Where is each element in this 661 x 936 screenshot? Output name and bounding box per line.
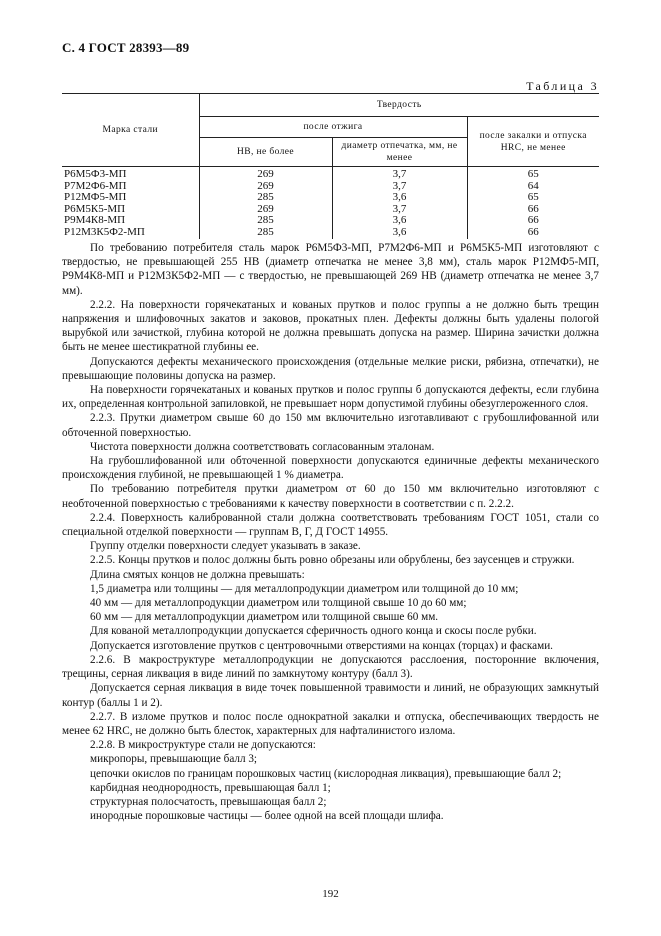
table-row — [62, 204, 599, 216]
table-caption: Таблица 3 — [526, 79, 599, 93]
paragraph: По требованию потребителя прутки диаметром от 60 до 150 мм включительно изготовляют с необточенной поверхностью с требованиями к качеству поверхности в соответствии с п. 2.2.2. — [62, 483, 599, 510]
paragraph: Допускается изготовление прутков с центровочными отверстиями на концах (торцах) и фасками. — [90, 639, 553, 652]
paragraph: На поверхности горячекатаных и кованых прутков и полос группы б допускаются дефекты, если глубина их, определенная контрольной запиловкой, не превышает норм допустимой глубины обезуглероженного слоя. — [62, 384, 599, 411]
paragraph: По требованию потребителя сталь марок Р6М5Ф3-МП, Р7М2Ф6-МП и Р6М5К5-МП изготовляют с твердостью, не превышающей 255 НВ (диаметр отпечатка не менее 3,8 мм), сталь марок Р12МФ5-МП, Р9М4К8-МП и Р12М3К5Ф2-МП — с твердостью, не превышающей 269 НВ (диаметр отпечатка не менее 3,7 мм). — [62, 242, 599, 297]
cell-hb: 285 — [199, 215, 332, 227]
cell-diameter: 3,7 — [332, 167, 467, 181]
page-number: 192 — [322, 888, 339, 900]
paragraph-2-2-5: 2.2.5. Концы прутков и полос должны быть ровно обрезаны или обрублены, без заусенцев и стружки. — [90, 554, 575, 567]
cell-grade: Р9М4К8-МП — [64, 214, 126, 227]
col-header-after-anneal: после отжига — [199, 117, 467, 138]
paragraph: На грубошлифованной или обточенной поверхности допускаются единичные дефекты механического происхождения глубиной, не превышающей 1 % диаметра. — [62, 455, 599, 482]
paragraph-2-2-7: 2.2.7. В изломе прутков и полос после однократной закалки и отпуска, обеспечивающих твердость не менее 62 HRC, не должно быть блесток, характерных для нафталинистого излома. — [62, 710, 599, 737]
hardness-table — [62, 93, 599, 239]
paragraph-2-2-3: 2.2.3. Прутки диаметром свыше 60 до 150 мм включительно изготавливают с грубошлифованной или обточенной поверхностью. — [62, 412, 599, 439]
col-header-hb: HB, не более — [199, 138, 332, 167]
cell-hrc: 66 — [467, 227, 599, 239]
table-row — [62, 181, 599, 193]
list-item: цепочки окислов по границам порошковых частиц (кислородная ликвация), превышающие балл 2; — [90, 767, 562, 780]
list-item: 60 мм — для металлопродукции диаметром или толщиной свыше 60 мм. — [90, 611, 439, 624]
page-header: С. 4 ГОСТ 28393—89 — [62, 40, 190, 55]
col-header-diameter: диаметр отпечатка, мм, не менее — [332, 138, 467, 167]
cell-hrc: 66 — [467, 215, 599, 227]
col-header-hardness: Твердость — [199, 94, 599, 117]
paragraph-2-2-4: 2.2.4. Поверхность калиброванной стали должна соответствовать требованиям ГОСТ 1051, стали со специальной отделкой поверхности — группам В, Г, Д ГОСТ 14955. — [62, 511, 599, 539]
list-item: микропоры, превышающие балл 3; — [90, 753, 258, 766]
cell-hb: 285 — [199, 192, 332, 204]
table-row — [62, 227, 599, 239]
cell-grade: Р6М5К5-МП — [64, 202, 126, 215]
cell-diameter: 3,7 — [332, 181, 467, 193]
cell-hrc: 66 — [467, 204, 599, 216]
cell-diameter: 3,6 — [332, 192, 467, 204]
paragraph: Допускаются дефекты механического происхождения (отдельные мелкие риски, рябизна, отпечатки), не превышающие половины допуска на размер. — [62, 355, 599, 382]
paragraph-2-2-6: 2.2.6. В макроструктуре металлопродукции не допускаются расслоения, посторонние включения, трещины, серная ликвация в виде линий по замкнутому контуру (балл 3). — [62, 653, 599, 681]
cell-hb: 269 — [199, 204, 332, 216]
cell-hb: 285 — [199, 227, 332, 239]
cell-grade: Р12МФ5-МП — [64, 191, 127, 204]
cell-grade: Р6М5Ф3-МП — [64, 168, 127, 180]
col-header-after-quench: после закалки и отпуска HRC, не менее — [467, 117, 599, 167]
list-item: инородные порошковые частицы — более одной на всей площади шлифа. — [90, 810, 444, 823]
cell-hb: 269 — [199, 167, 332, 181]
paragraph: Для кованой металлопродукции допускается сферичность одного конца и скосы после рубки. — [90, 625, 537, 638]
cell-diameter: 3,6 — [332, 227, 467, 239]
cell-hrc: 64 — [467, 181, 599, 193]
list-item: карбидная неоднородность, превышающая балл 1; — [90, 781, 331, 794]
table-row — [62, 192, 599, 204]
cell-diameter: 3,7 — [332, 204, 467, 216]
table-row — [62, 167, 599, 181]
col-header-grade: Марка стали — [62, 94, 199, 167]
paragraph-2-2-8: 2.2.8. В микроструктуре стали не допускаются: — [90, 739, 316, 752]
paragraph: Допускается серная ликвация в виде точек повышенной травимости и линий, не образующих замкнутый контур (баллы 1 и 2). — [62, 682, 599, 709]
cell-hb: 269 — [199, 181, 332, 193]
list-item: структурная полосчатость, превышающая балл 2; — [90, 795, 327, 808]
paragraph: Длина смятых концов не должна превышать: — [90, 568, 305, 581]
cell-grade: Р7М2Ф6-МП — [64, 179, 127, 192]
paragraph: Группу отделки поверхности следует указывать в заказе. — [90, 540, 361, 553]
list-item: 1,5 диаметра или толщины — для металлопродукции диаметром или толщиной до 10 мм; — [90, 582, 519, 595]
body-text — [62, 241, 599, 823]
paragraph: Чистота поверхности должна соответствовать согласованным эталонам. — [90, 440, 435, 453]
cell-hrc: 65 — [467, 192, 599, 204]
cell-diameter: 3,6 — [332, 215, 467, 227]
cell-hrc: 65 — [467, 167, 599, 181]
paragraph-2-2-2: 2.2.2. На поверхности горячекатаных и кованых прутков и полос группы а не должно быть трещин напряжения и шлифовочных закатов и заковов, прокатных плен. Дефекты должны быть удалены пологой вырубкой или зачисткой, глубина которой не должна превышать допуска на размер. Ширина зачистки должна быть не менее шестикратной глубины ее. — [62, 298, 599, 354]
list-item: 40 мм — для металлопродукции диаметром или толщиной свыше 10 до 60 мм; — [90, 597, 467, 610]
cell-grade: Р12М3К5Ф2-МП — [64, 225, 145, 238]
